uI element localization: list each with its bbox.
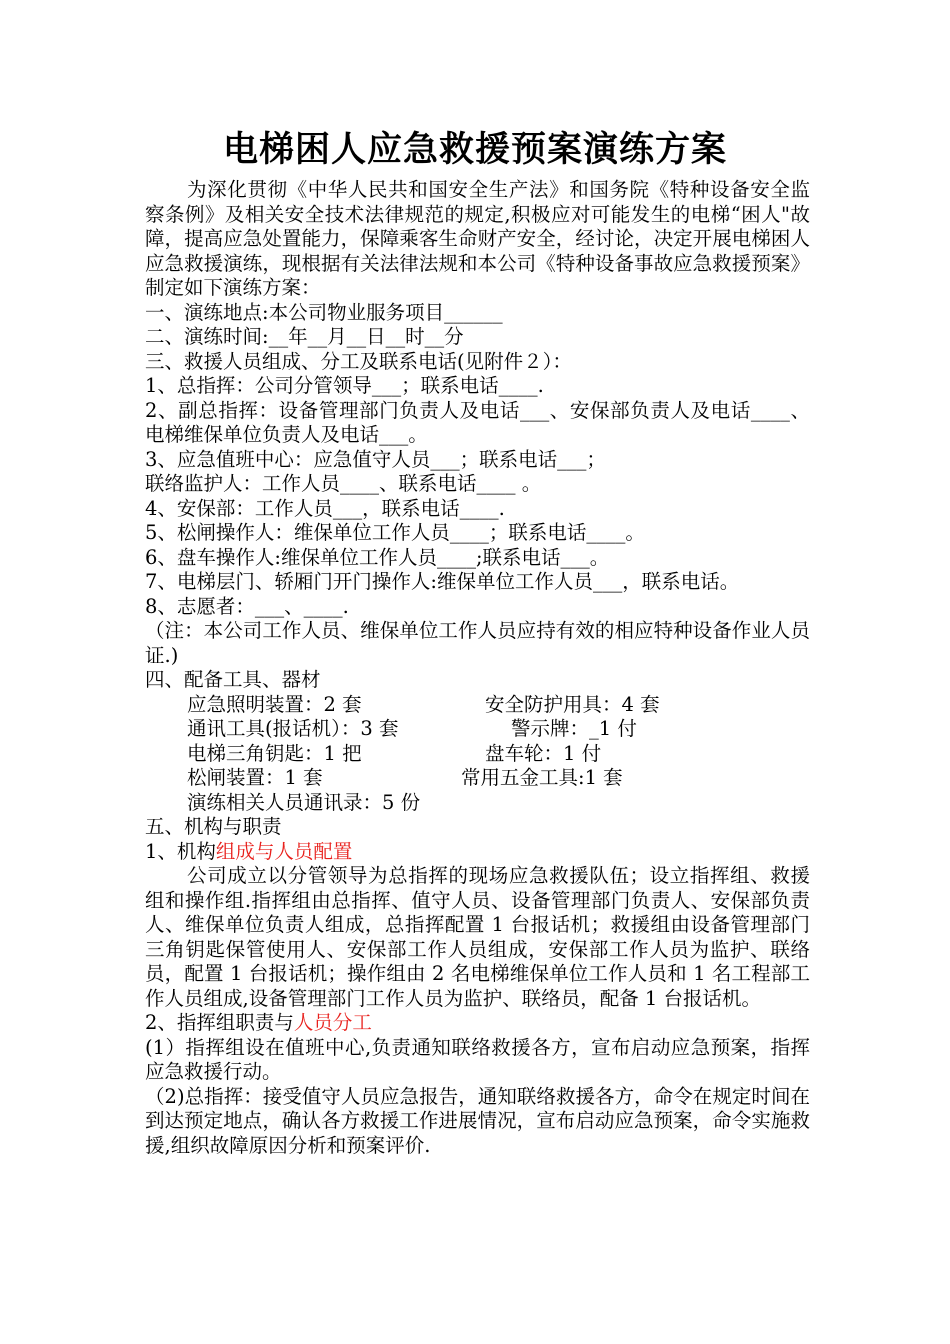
equipment-left: 电梯三角钥匙：1 把	[187, 741, 362, 765]
section-personnel: 三、救援人员组成、分工及联系电话(见附件２）：	[145, 349, 572, 373]
command-group-duty: (1）指挥组设在值班中心,负责通知联络救援各方，宣布启动应急预案，指挥应急救援行动。	[145, 1035, 810, 1083]
equipment-right: 常用五金工具:1 套	[461, 766, 623, 789]
section-location: 一、演练地点:本公司物业服务项目______	[145, 300, 503, 324]
equipment-right: 警示牌：_1 付	[511, 717, 637, 740]
item-liaison: 联络监护人：工作人员____、联系电话____ 。	[145, 472, 542, 495]
item-winding-operator: 6、盘车操作人:维保单位工作人员____;联系电话___。	[145, 545, 610, 569]
org-heading-2-prefix: 2、指挥组职责与	[145, 1011, 294, 1034]
document-title: 电梯困人应急救援预案演练方案	[222, 130, 727, 170]
equipment-right: 安全防护用具：4 套	[485, 692, 660, 716]
intro-paragraph: 为深化贯彻《中华人民共和国安全生产法》和国务院《特种设备安全监察条例》及相关安全技术法律规范的规定,积极应对可能发生的电梯“困人"故障，提高应急处置能力，保障乘客生命财产安全，经讨论，决定开展电梯困人应急救援演练，现根据有关法律法规和本公司《特种设备事故应急救援预案》制定如下演练方案：	[145, 178, 810, 299]
qualification-note: （注：本公司工作人员、维保单位工作人员应持有效的相应特种设备作业人员证.)	[145, 619, 810, 667]
section-organization: 五、机构与职责	[145, 815, 282, 838]
item-deputy-commander: 2、副总指挥：设备管理部门负责人及电话___、安保部负责人及电话____、电梯维保单位负责人及电话___。	[145, 398, 810, 446]
equipment-row	[145, 742, 810, 767]
equipment-right: 盘车轮：1 付	[485, 741, 602, 765]
equipment-contacts: 演练相关人员通讯录：5 份	[187, 790, 421, 814]
org-composition-paragraph: 公司成立以分管领导为总指挥的现场应急救援队伍；设立指挥组、救援组和操作组.指挥组由总指挥、值守人员、设备管理部门负责人、安保部负责人、维保单位负责人组成，总指挥配置 1 台报话机；救援组由设备管理部门三角钥匙保管使用人、安保部工作人员组成，安保部工作人员为监护、联络员，配置 1 台报话机；操作组由 2 名电梯维保单位工作人员和 1 名工程部工作人员组成,设备管理部门工作人员为监护、联络员，配备 1 台报话机。	[145, 864, 810, 1010]
org-heading-1-prefix: 1、机构	[145, 839, 216, 863]
org-heading-1-highlight: 组成与人员配置	[215, 839, 353, 863]
section-equipment: 四、配备工具、器材	[145, 668, 321, 691]
item-commander: 1、总指挥：公司分管领导___；联系电话____.	[145, 374, 544, 397]
equipment-row	[145, 717, 810, 742]
item-security: 4、安保部：工作人员___，联系电话____.	[145, 496, 505, 520]
org-heading-1	[145, 840, 810, 865]
commander-duty: （2)总指挥：接受值守人员应急报告，通知联络救援各方，命令在规定时间在到达预定地点，确认各方救援工作进展情况，宣布启动应急预案，命令实施救援,组织故障原因分析和预案评价.	[145, 1084, 810, 1157]
equipment-row	[145, 766, 810, 791]
equipment-left: 应急照明装置：2 套	[187, 692, 362, 716]
section-time: 二、演练时间:__年__月__日__时__分	[145, 325, 464, 348]
org-heading-2-highlight: 人员分工	[293, 1011, 372, 1034]
equipment-left: 通讯工具(报话机）：3 套	[187, 717, 399, 740]
item-door-operator: 7、电梯层门、轿厢门开门操作人:维保单位工作人员___，联系电话。	[145, 570, 740, 593]
equipment-row	[145, 693, 810, 718]
item-duty-center: 3、应急值班中心：应急值守人员___；联系电话___；	[145, 447, 606, 471]
item-volunteers: 8、志愿者：___、____.	[145, 594, 349, 618]
org-heading-2	[145, 1011, 810, 1036]
document-body	[145, 178, 810, 1158]
equipment-left: 松闸装置：1 套	[187, 766, 323, 789]
item-brake-operator: 5、松闸操作人：维保单位工作人员____；联系电话____。	[145, 521, 645, 544]
